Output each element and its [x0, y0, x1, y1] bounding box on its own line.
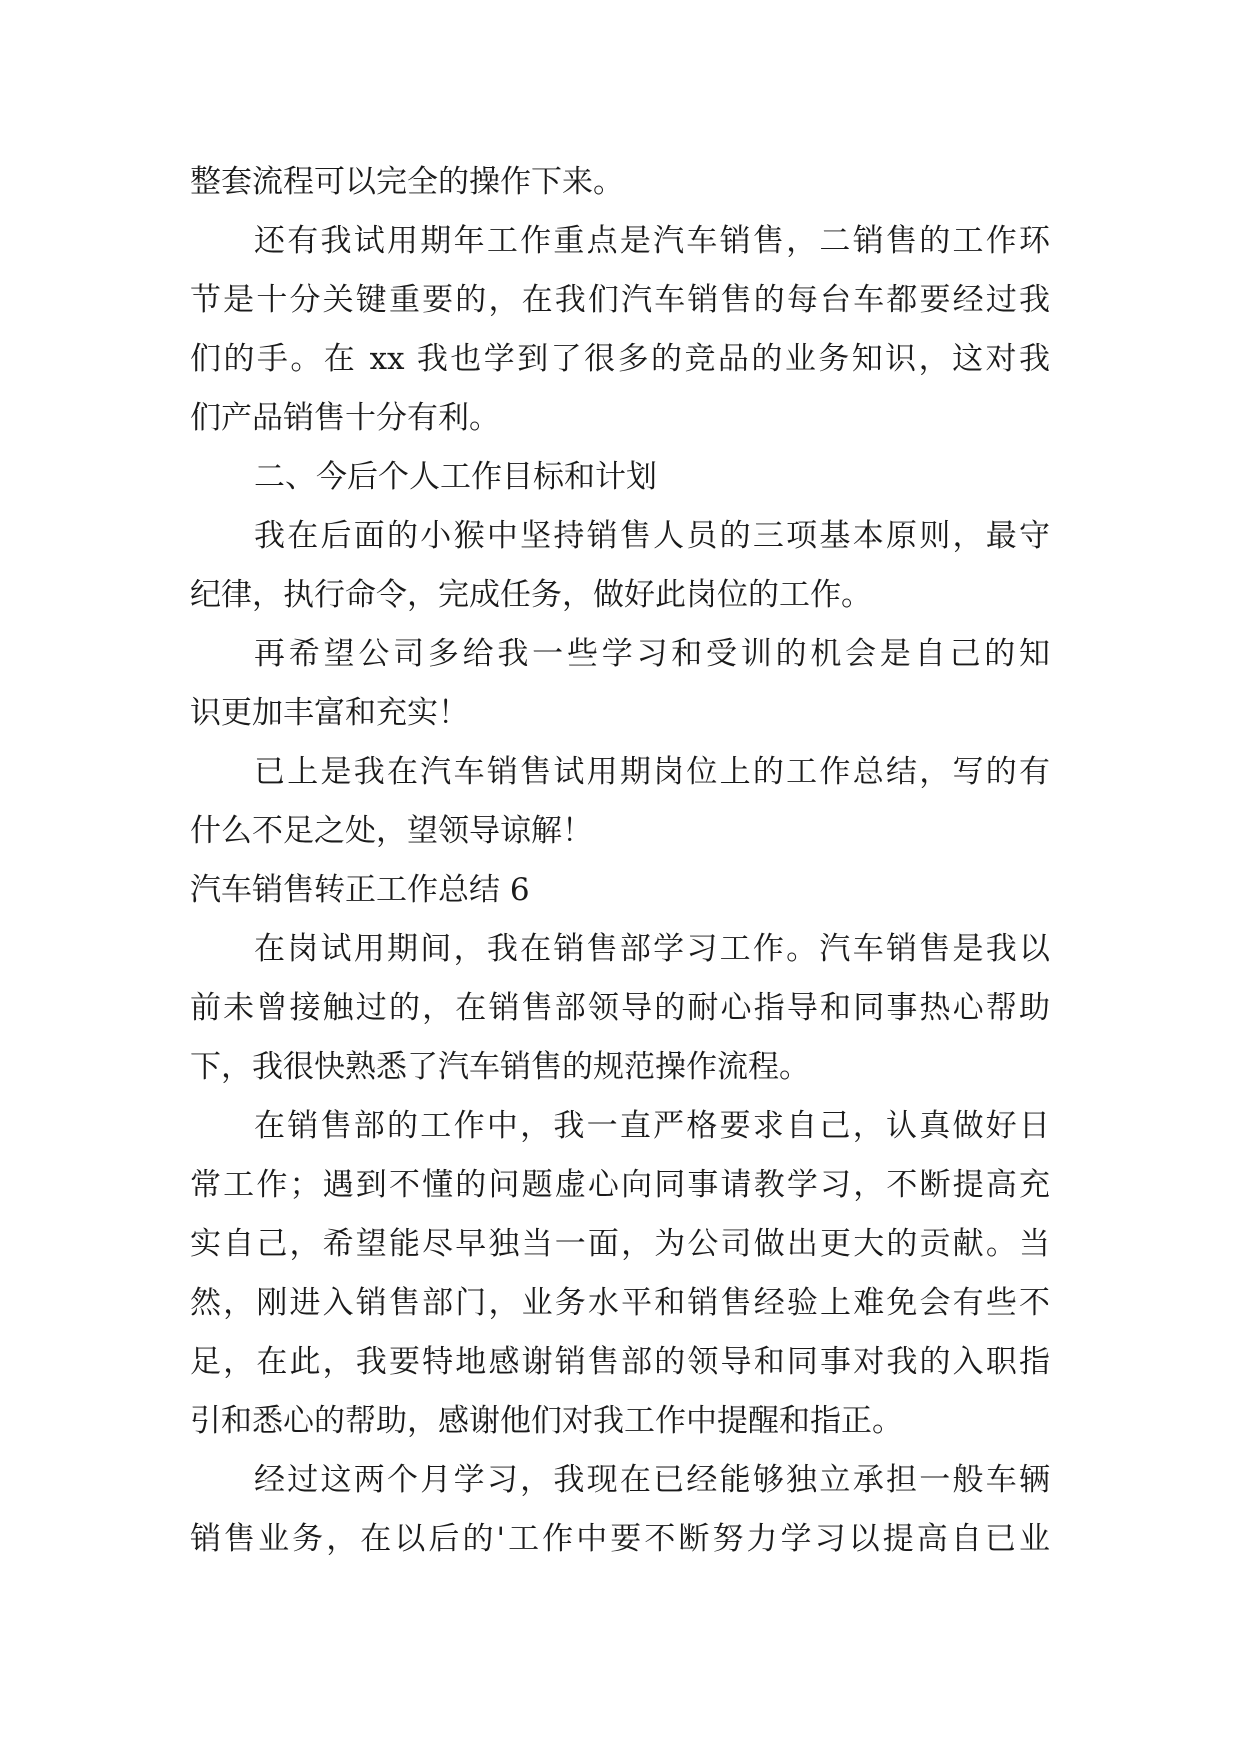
text-line: 纪律，执行命令，完成任务，做好此岗位的工作。	[190, 577, 872, 613]
text-line: 们产品销售十分有利。	[190, 400, 500, 436]
text-line: 识更加丰富和充实！	[190, 695, 469, 731]
text-line: 在岗试用期间，我在销售部学习工作。汽车销售是我以	[254, 931, 1050, 967]
text-line: 整套流程可以完全的操作下来。	[190, 164, 624, 200]
document-body	[190, 153, 1050, 1569]
text-line: 什么不足之处，望领导谅解！	[190, 813, 593, 849]
text-line: 足，在此，我要特地感谢销售部的领导和同事对我的入职指	[190, 1344, 1050, 1380]
text-line: 还有我试用期年工作重点是汽车销售，二销售的工作环	[254, 223, 1050, 259]
text-line: 实自己，希望能尽早独当一面，为公司做出更大的贡献。当	[190, 1226, 1050, 1262]
section-heading: 二、今后个人工作目标和计划	[254, 459, 657, 495]
text-line: 们的手。在 xx 我也学到了很多的竞品的业务知识，这对我	[190, 341, 1050, 377]
text-line: 我在后面的小猴中坚持销售人员的三项基本原则，最守	[254, 518, 1050, 554]
text-line: 前未曾接触过的，在销售部领导的耐心指导和同事热心帮助	[190, 990, 1050, 1026]
text-line: 引和悉心的帮助，感谢他们对我工作中提醒和指正。	[190, 1403, 903, 1439]
text-line: 常工作；遇到不懂的问题虚心向同事请教学习，不断提高充	[190, 1167, 1050, 1203]
text-line: 节是十分关键重要的，在我们汽车销售的每台车都要经过我	[190, 282, 1050, 318]
text-line: 已上是我在汽车销售试用期岗位上的工作总结，写的有	[254, 754, 1050, 790]
text-line: 经过这两个月学习，我现在已经能够独立承担一般车辆	[254, 1462, 1050, 1498]
document-title: 汽车销售转正工作总结 6	[190, 872, 530, 908]
text-line: 下，我很快熟悉了汽车销售的规范操作流程。	[190, 1049, 810, 1085]
text-line: 再希望公司多给我一些学习和受训的机会是自己的知	[254, 636, 1050, 672]
text-line: 然，刚进入销售部门，业务水平和销售经验上难免会有些不	[190, 1285, 1050, 1321]
text-line: 销售业务，在以后的'工作中要不断努力学习以提高自已业	[190, 1521, 1050, 1557]
text-line: 在销售部的工作中，我一直严格要求自己，认真做好日	[254, 1108, 1050, 1144]
